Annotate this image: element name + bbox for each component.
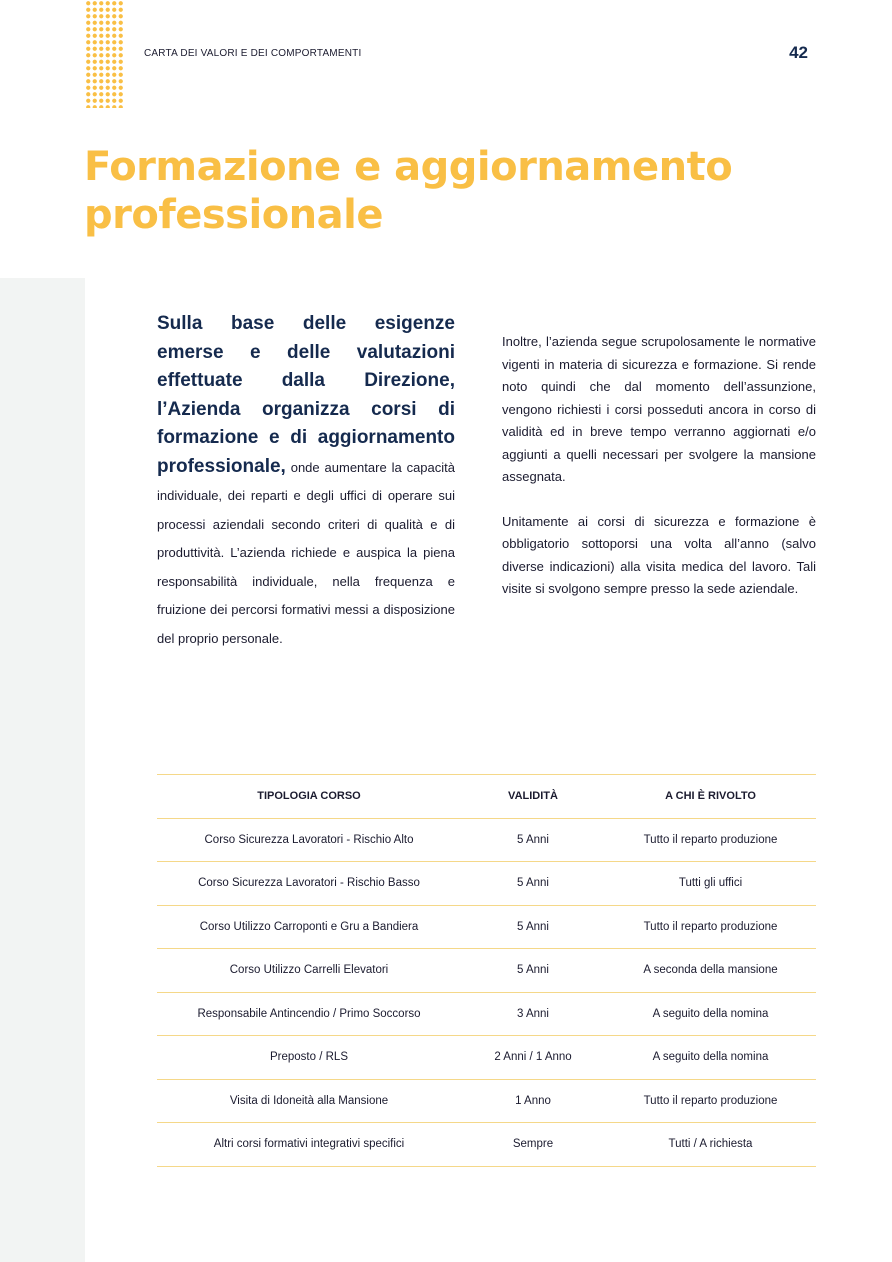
course-cell: Altri corsi formativi integrativi specifici <box>157 1123 461 1167</box>
course-cell: Corso Sicurezza Lavoratori - Rischio Alto <box>157 818 461 862</box>
table-row <box>157 992 816 1036</box>
course-cell: Corso Utilizzo Carroponti e Gru a Bandiera <box>157 905 461 949</box>
header-validity: VALIDITÀ <box>461 775 605 819</box>
intro-body: onde aumentare la capacità individuale, dei reparti e degli uffici di operare sui processi aziendali secondo criteri di qualità e di produttività. L’azienda richiede e auspica la piena responsabilità individuale, nella frequenza e fruizione dei percorsi formativi messi a disposizione del proprio personale. <box>157 459 455 646</box>
validity-cell: 5 Anni <box>461 862 605 906</box>
dot-pattern-decoration <box>85 0 125 108</box>
validity-cell: Sempre <box>461 1123 605 1167</box>
audience-cell: Tutto il reparto produzione <box>605 1079 816 1123</box>
audience-cell: A seguito della nomina <box>605 1036 816 1080</box>
safety-paragraph: Inoltre, l’azienda segue scrupolosamente le normative vigenti in materia di sicurezza e formazione. Si rende noto quindi che dal momento dell’assunzione, vengono richiesti i corsi posseduti ancora in corso di validità ed in breve tempo verranno aggiornati e/o aggiunti a quelli necessari per svolgere la mansione assegnata. <box>502 334 816 484</box>
page-title: Formazione e aggiornamento professionale <box>84 144 733 238</box>
left-decorative-band <box>0 278 85 1262</box>
page-number: 42 <box>789 43 808 62</box>
table-row <box>157 1123 816 1167</box>
audience-cell: Tutti gli uffici <box>605 862 816 906</box>
validity-cell: 5 Anni <box>461 949 605 993</box>
courses-table <box>157 774 816 1167</box>
section-label: CARTA DEI VALORI E DEI COMPORTAMENTI <box>144 48 362 59</box>
validity-cell: 1 Anno <box>461 1079 605 1123</box>
table-row <box>157 905 816 949</box>
header-course-type: TIPOLOGIA CORSO <box>157 775 461 819</box>
validity-cell: 3 Anni <box>461 992 605 1036</box>
audience-cell: Tutto il reparto produzione <box>605 905 816 949</box>
validity-cell: 5 Anni <box>461 905 605 949</box>
table-row <box>157 1079 816 1123</box>
audience-cell: Tutti / A richiesta <box>605 1123 816 1167</box>
course-cell: Responsabile Antincendio / Primo Soccorso <box>157 992 461 1036</box>
table-header-row <box>157 775 816 819</box>
intro-lead: Sulla base delle esigenze emerse e delle valutazioni effettuate dalla Direzione, l’Azienda organizza corsi di formazione e di aggiornamento professionale, <box>157 313 455 477</box>
validity-cell: 2 Anni / 1 Anno <box>461 1036 605 1080</box>
audience-cell: A seguito della nomina <box>605 992 816 1036</box>
table-row <box>157 862 816 906</box>
table-row <box>157 949 816 993</box>
table-row <box>157 818 816 862</box>
header-audience: A CHI È RIVOLTO <box>605 775 816 819</box>
intro-paragraph <box>157 310 455 653</box>
course-cell: Corso Utilizzo Carrelli Elevatori <box>157 949 461 993</box>
medical-visit-paragraph: Unitamente ai corsi di sicurezza e formazione è obbligatorio sottoporsi una volta all’anno (salvo diverse indicazioni) alla visita medica del lavoro. Tali visite si svolgono sempre presso la sede aziendale. <box>502 513 816 596</box>
audience-cell: A seconda della mansione <box>605 949 816 993</box>
course-cell: Visita di Idoneità alla Mansione <box>157 1079 461 1123</box>
course-cell: Corso Sicurezza Lavoratori - Rischio Basso <box>157 862 461 906</box>
validity-cell: 5 Anni <box>461 818 605 862</box>
audience-cell: Tutto il reparto produzione <box>605 818 816 862</box>
table-row <box>157 1036 816 1080</box>
course-cell: Preposto / RLS <box>157 1036 461 1080</box>
right-column <box>502 331 816 623</box>
